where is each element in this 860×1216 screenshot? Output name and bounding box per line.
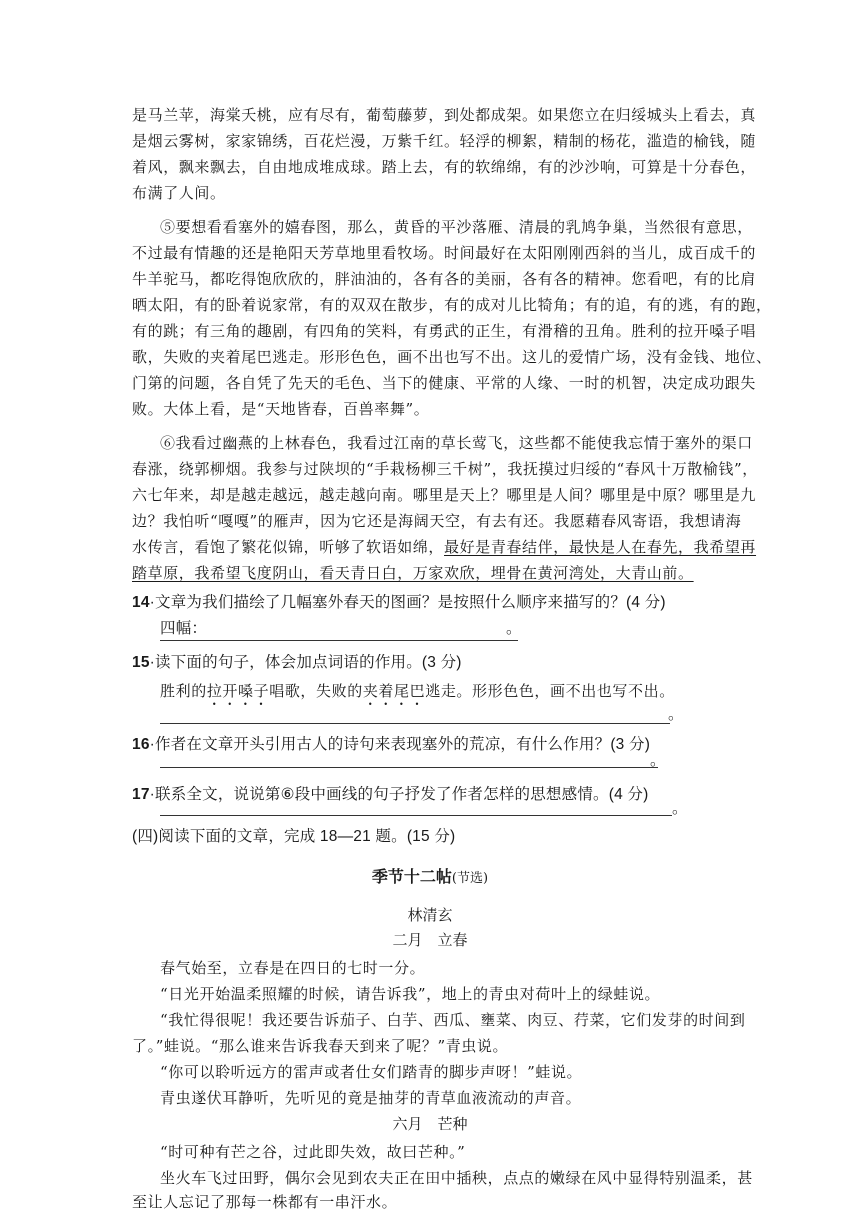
article-line: 至让人忘记了那每一株都有一串汗水。 <box>132 1193 398 1211</box>
article-author: 林清玄 <box>407 906 453 924</box>
quoted-sentence <box>160 680 675 709</box>
sentence-part: 唱歌，失败的 <box>269 682 363 700</box>
question-text: ·联系全文，说说第⑥段中画线的句子抒发了作者怎样的思想感情。(4 分) <box>149 786 649 803</box>
answer-line[interactable] <box>160 640 518 641</box>
passage-line: 布满了人间。 <box>132 184 226 202</box>
section-heading: 二月 立春 <box>392 931 468 949</box>
answer-line[interactable] <box>160 767 658 768</box>
question-number: 15 <box>132 654 150 671</box>
answer-end-mark: 。 <box>650 752 666 769</box>
question-15 <box>132 652 462 674</box>
title-text: 季节十二帖 <box>371 867 452 886</box>
passage-line: 边？我怕听“嘎嘎”的雁声，因为它还是海阔天空，有去有还。我愿藉春风寄语，我想请海 <box>132 512 742 530</box>
answer-end-mark: 。 <box>672 800 688 817</box>
passage-line: 着风，飘来飘去，自由地成堆成球。踏上去，有的软绵绵，有的沙沙响，可算是十分春色， <box>132 158 757 176</box>
passage-line: 六七年来，却是越走越远，越走越向南。哪里是天上？哪里是人间？哪里是中原？哪里是九 <box>132 486 757 504</box>
question-text: ·读下面的句子，体会加点词语的作用。(3 分) <box>149 654 462 671</box>
dotted-word: 拉开嗓子 <box>206 682 270 700</box>
article-line: “时可种有芒之谷，过此即失效，故曰芒种。” <box>160 1143 466 1161</box>
question-number: 16 <box>132 736 150 753</box>
title-note: (节选) <box>451 871 489 886</box>
article-line: 坐火车飞过田野，偶尔会见到农夫正在田中插秧，点点的嫩绿在风中显得特别温柔，甚 <box>160 1169 753 1187</box>
passage-text: 水传言，看饱了繁花似锦，听够了软语如绵， <box>132 538 445 556</box>
sentence-part: 胜利的 <box>160 682 207 700</box>
question-number: 17 <box>132 786 150 803</box>
passage-line: 晒太阳，有的卧着说家常，有的双双在散步，有的成对儿比犄角；有的追，有的逃，有的跑， <box>132 296 772 314</box>
article-line: 青虫遂伏耳静听，先听见的竟是抽芽的青草血液流动的声音。 <box>160 1089 582 1107</box>
sentence-part: 逃走。形形色色，画不出也写不出。 <box>425 682 675 700</box>
article-line: “日光开始温柔照耀的时候，请告诉我”，地上的青虫对荷叶上的绿蛙说。 <box>160 985 661 1003</box>
dotted-word: 夹着尾巴 <box>362 682 426 700</box>
passage-line: ⑤要想看看塞外的嬉春图，那么，黄昏的平沙落雁、清晨的乳鸠争巢，当然很有意思， <box>160 218 753 236</box>
question-number: 14 <box>132 594 150 611</box>
passage-line: ⑥我看过幽燕的上林春色，我看过江南的草长莺飞，这些都不能使我忘情于塞外的渠口 <box>160 434 753 452</box>
question-text: ·作者在文章开头引用古人的诗句来表现塞外的荒凉，有什么作用？(3 分) <box>149 736 651 753</box>
passage-line: 是马兰苹，海棠夭桃，应有尽有，葡萄藤萝，到处都成架。如果您立在归绥城头上看去，真 <box>132 106 757 124</box>
section-heading: 六月 芒种 <box>392 1115 468 1133</box>
answer-line[interactable] <box>160 723 670 724</box>
passage-line: 歌，失败的夹着尾巴逃走。形形色色，画不出也写不出。这儿的爱情广场，没有金钱、地位、 <box>132 348 772 366</box>
article-line: “我忙得很呢！我还要告诉茄子、白芋、西瓜、壅菜、肉豆、荇菜，它们发芽的时间到 <box>160 1011 746 1029</box>
passage-line: 牛羊驼马，都吃得饱欣欣的，胖油油的，各有各的美丽，各有各的精神。您看吧，有的比肩 <box>132 270 757 288</box>
underlined-sentence: 最好是青春结伴，最快是人在春先，我希望再 <box>444 538 757 556</box>
section-intro: (四)阅读下面的文章，完成 18—21 题。(15 分) <box>132 828 456 845</box>
answer-end-mark: 。 <box>506 620 522 637</box>
article-title <box>0 866 860 890</box>
question-16 <box>132 734 650 756</box>
passage-line: 不过最有情趣的还是艳阳天芳草地里看牧场。时间最好在太阳刚刚西斜的当儿，成百成千的 <box>132 244 757 262</box>
passage-line <box>132 536 756 558</box>
answer-14-prefix: 四幅： <box>160 620 208 637</box>
article-line: 了。”蛙说。“那么谁来告诉我春天到来了呢？”青虫说。 <box>132 1037 509 1055</box>
article-line: 春气始至，立春是在四日的七时一分。 <box>160 959 426 977</box>
question-text: ·文章为我们描绘了几幅塞外春天的图画？是按照什么顺序来描写的？(4 分) <box>149 594 666 611</box>
passage-line: 败。大体上看，是“天地皆春，百兽率舞”。 <box>132 400 430 418</box>
passage-line: 春涨，绕郭柳烟。我参与过陕坝的“手栽杨柳三千树”，我抚摸过归绥的“春风十万散榆钱”， <box>132 460 758 478</box>
passage-line: 有的跳；有三角的趣剧，有四角的笑料，有勇武的正生，有滑稽的丑角。胜利的拉开嗓子唱 <box>132 322 757 340</box>
underlined-sentence: 踏草原，我希望飞度阴山，看天青日白，万家欢欣，埋骨在黄河湾处，大青山前。 <box>132 564 694 582</box>
question-14 <box>132 592 666 614</box>
answer-end-mark: 。 <box>668 706 684 723</box>
answer-line[interactable] <box>160 815 672 816</box>
question-17 <box>132 784 648 806</box>
passage-line: 是烟云雾树，家家锦绣，百花烂漫，万紫千红。轻浮的柳絮，精制的杨花，滥造的榆钱，随 <box>132 132 757 150</box>
passage-line: 门第的问题，各自凭了先天的毛色、当下的健康、平常的人缘、一时的机智，决定成功跟失 <box>132 374 757 392</box>
article-line: “你可以聆听远方的雷声或者仕女们踏青的脚步声呀！”蛙说。 <box>160 1063 583 1081</box>
